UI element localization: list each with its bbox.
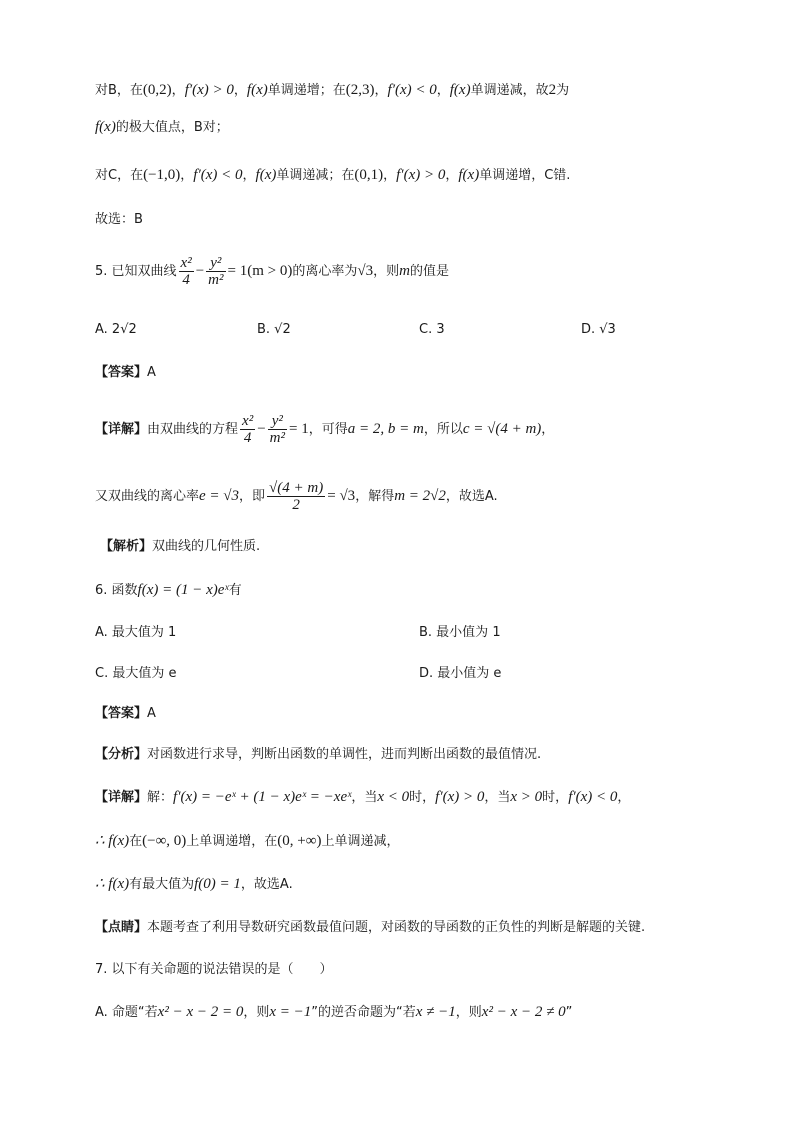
text-segment: ， [383, 168, 397, 183]
text-segment: ， [617, 790, 631, 805]
answer-tag: 【答案】 [95, 706, 148, 721]
interval: (−1,0) [143, 167, 181, 183]
detail-q6-line1 [95, 787, 630, 808]
text-segment: ， [445, 168, 459, 183]
function-symbol: f(x) [255, 167, 277, 183]
math-expression: c = √(4 + m) [462, 421, 542, 437]
text-segment: 单调递增；在 [267, 83, 346, 98]
text-segment: 对C，在 [95, 168, 144, 183]
answer-q5 [95, 363, 156, 383]
numerator: x² [242, 413, 254, 429]
comment-q6 [95, 918, 645, 938]
text-segment: 的极大值点，B对； [115, 120, 229, 135]
analysis-q6 [95, 745, 541, 765]
detail-q5-line2 [95, 480, 498, 513]
line-b-conclusion [95, 117, 229, 138]
fraction-y2-over-m2 [206, 255, 225, 288]
answer-value: A [147, 706, 156, 721]
math-expression: x = −1 [269, 1004, 312, 1020]
function-symbol: f(x) [458, 167, 480, 183]
interval: (2,3) [345, 82, 375, 98]
interval: (0,2) [142, 82, 172, 98]
numerator: y² [206, 255, 225, 272]
math-expression: f(x) = (1 − x)eˣ [137, 582, 229, 598]
text-segment: ，则 [243, 1005, 270, 1020]
text-segment: 在 [129, 834, 143, 849]
math-expression: f′(x) = −eˣ + (1 − x)eˣ = −xeˣ [173, 789, 352, 805]
text-segment: 上单调递增，在 [186, 834, 278, 849]
text-segment: ，则 [373, 264, 400, 279]
text-segment: ，故选A. [240, 877, 293, 892]
variable: m [399, 263, 410, 279]
detail-q5-line1 [95, 413, 554, 446]
option-d: D. 最小值为 e [419, 666, 502, 681]
derivative-condition: f′(x) > 0 [184, 82, 234, 98]
interval: (0,1) [354, 167, 384, 183]
text-segment: 上单调递减， [321, 834, 400, 849]
denominator: 2 [292, 497, 300, 513]
analysis-q5 [100, 537, 260, 557]
operator: − [257, 421, 266, 437]
math-expression: f(0) = 1 [194, 876, 241, 892]
option-c: C. 3 [419, 322, 445, 337]
option-b: B. 最小值为 1 [419, 625, 501, 640]
option-d: D. √3 [581, 322, 616, 337]
text-segment: ， [374, 83, 388, 98]
fraction-x2-over-4 [179, 255, 194, 288]
text-segment: ，故选A. [445, 489, 498, 504]
answer-tag: 【答案】 [95, 365, 148, 380]
math-expression: x² − x − 2 = 0 [157, 1004, 244, 1020]
derivative-condition: f′(x) < 0 [568, 789, 618, 805]
question-7: 7. 以下有关命题的说法错误的是（ ） [95, 962, 333, 977]
derivative-condition: f′(x) > 0 [435, 789, 485, 805]
text-segment: ，则 [455, 1005, 482, 1020]
detail-q6-line2 [95, 831, 399, 852]
math-expression: m = 2√2 [394, 488, 446, 504]
text-segment: ” [565, 1005, 573, 1020]
fraction-x2-over-4 [240, 413, 255, 446]
answer-q6 [95, 704, 156, 724]
math-expression: ∴ f(x) [95, 833, 130, 849]
question-number: 5. 已知双曲线 [95, 264, 177, 279]
function-symbol: f(x) [95, 119, 116, 135]
text-segment: 由双曲线的方程 [147, 422, 239, 437]
equation-rhs: = 1 [289, 421, 309, 437]
derivative-condition: f′(x) > 0 [396, 167, 446, 183]
math-expression: x > 0 [510, 789, 543, 805]
denominator: m² [269, 430, 285, 446]
math-expression: a = 2, b = m [347, 421, 424, 437]
answer-value: A [147, 365, 156, 380]
text-segment: ， [233, 83, 247, 98]
detail-tag: 【详解】 [95, 422, 148, 437]
fraction-eccentricity [267, 480, 325, 513]
question-7-option-a [95, 1002, 572, 1023]
detail-q6-line3 [95, 874, 293, 895]
denominator: 4 [182, 272, 190, 288]
math-expression: x ≠ −1 [415, 1004, 456, 1020]
numerator: √(4 + m) [269, 480, 324, 496]
option-a: A. 最大值为 1 [95, 625, 177, 640]
text-segment: 时， [542, 790, 569, 805]
text-segment: 双曲线的几何性质. [152, 539, 261, 554]
text-segment: ，可得 [308, 422, 348, 437]
text-segment: 有最大值为 [129, 877, 195, 892]
fraction-y2-over-m2 [268, 413, 287, 446]
text-segment: ， [436, 83, 450, 98]
question-6 [95, 580, 242, 601]
text-segment: 对B，在 [95, 83, 143, 98]
question-5 [95, 255, 449, 288]
text-segment: 单调递增，C错. [479, 168, 571, 183]
comment-tag: 【点睛】 [95, 920, 148, 935]
text-segment: ，解得 [355, 489, 395, 504]
text-segment: 为 [556, 83, 570, 98]
math-expression: ∴ f(x) [95, 876, 130, 892]
option-a: A. 2√2 [95, 322, 137, 337]
text-segment: 单调递减；在 [276, 168, 355, 183]
text-segment: 的值是 [409, 264, 449, 279]
line-b-analysis [95, 80, 569, 101]
number: 2 [548, 82, 557, 98]
text-segment: 时， [409, 790, 436, 805]
value: √3 [357, 263, 374, 279]
math-expression: x < 0 [377, 789, 410, 805]
math-expression: x² − x − 2 ≠ 0 [481, 1004, 566, 1020]
denominator: m² [208, 272, 224, 288]
text-segment: ， [242, 168, 256, 183]
equation-rhs: = √3 [327, 488, 356, 504]
function-symbol: f(x) [449, 82, 471, 98]
function-symbol: f(x) [246, 82, 268, 98]
interval: (−∞, 0) [142, 833, 187, 849]
line-c-analysis [95, 165, 570, 186]
text-segment: ， [180, 168, 194, 183]
text-segment: ，即 [239, 489, 266, 504]
text-segment: ，当 [351, 790, 378, 805]
text-segment: A. 命题“若 [95, 1005, 158, 1020]
operator: − [195, 263, 205, 279]
text-segment: 又双曲线的离心率 [95, 489, 200, 504]
text-segment: ，当 [484, 790, 511, 805]
interval: (0, +∞) [277, 833, 322, 849]
text-segment: ， [171, 83, 185, 98]
numerator: y² [268, 413, 287, 430]
derivative-condition: f′(x) < 0 [387, 82, 437, 98]
question-number: 6. 函数 [95, 583, 138, 598]
text-segment: 解： [147, 790, 174, 805]
text-segment: 单调递减，故 [470, 83, 549, 98]
answer-select-q4: 故选：B [95, 212, 143, 227]
option-b: B. √2 [257, 322, 291, 337]
text-segment: ， [541, 422, 555, 437]
text-segment: 本题考查了利用导数研究函数最值问题，对函数的导函数的正负性的判断是解题的关键. [147, 920, 646, 935]
equation-rhs: = 1(m > 0) [227, 263, 293, 279]
math-expression: e = √3 [199, 488, 240, 504]
denominator: 4 [243, 430, 252, 446]
derivative-condition: f′(x) < 0 [193, 167, 243, 183]
analysis-tag: 【分析】 [95, 747, 148, 762]
option-c: C. 最大值为 e [95, 666, 177, 681]
text-segment: 对函数进行求导，判断出函数的单调性，进而判断出函数的最值情况. [147, 747, 542, 762]
numerator: x² [180, 255, 192, 271]
text-segment: ”的逆否命题为“若 [311, 1005, 416, 1020]
text-segment: 的离心率为 [292, 264, 358, 279]
text-segment: ，所以 [423, 422, 463, 437]
detail-tag: 【详解】 [95, 790, 148, 805]
analysis-tag: 【解析】 [100, 539, 153, 554]
text-segment: 有 [228, 583, 242, 598]
